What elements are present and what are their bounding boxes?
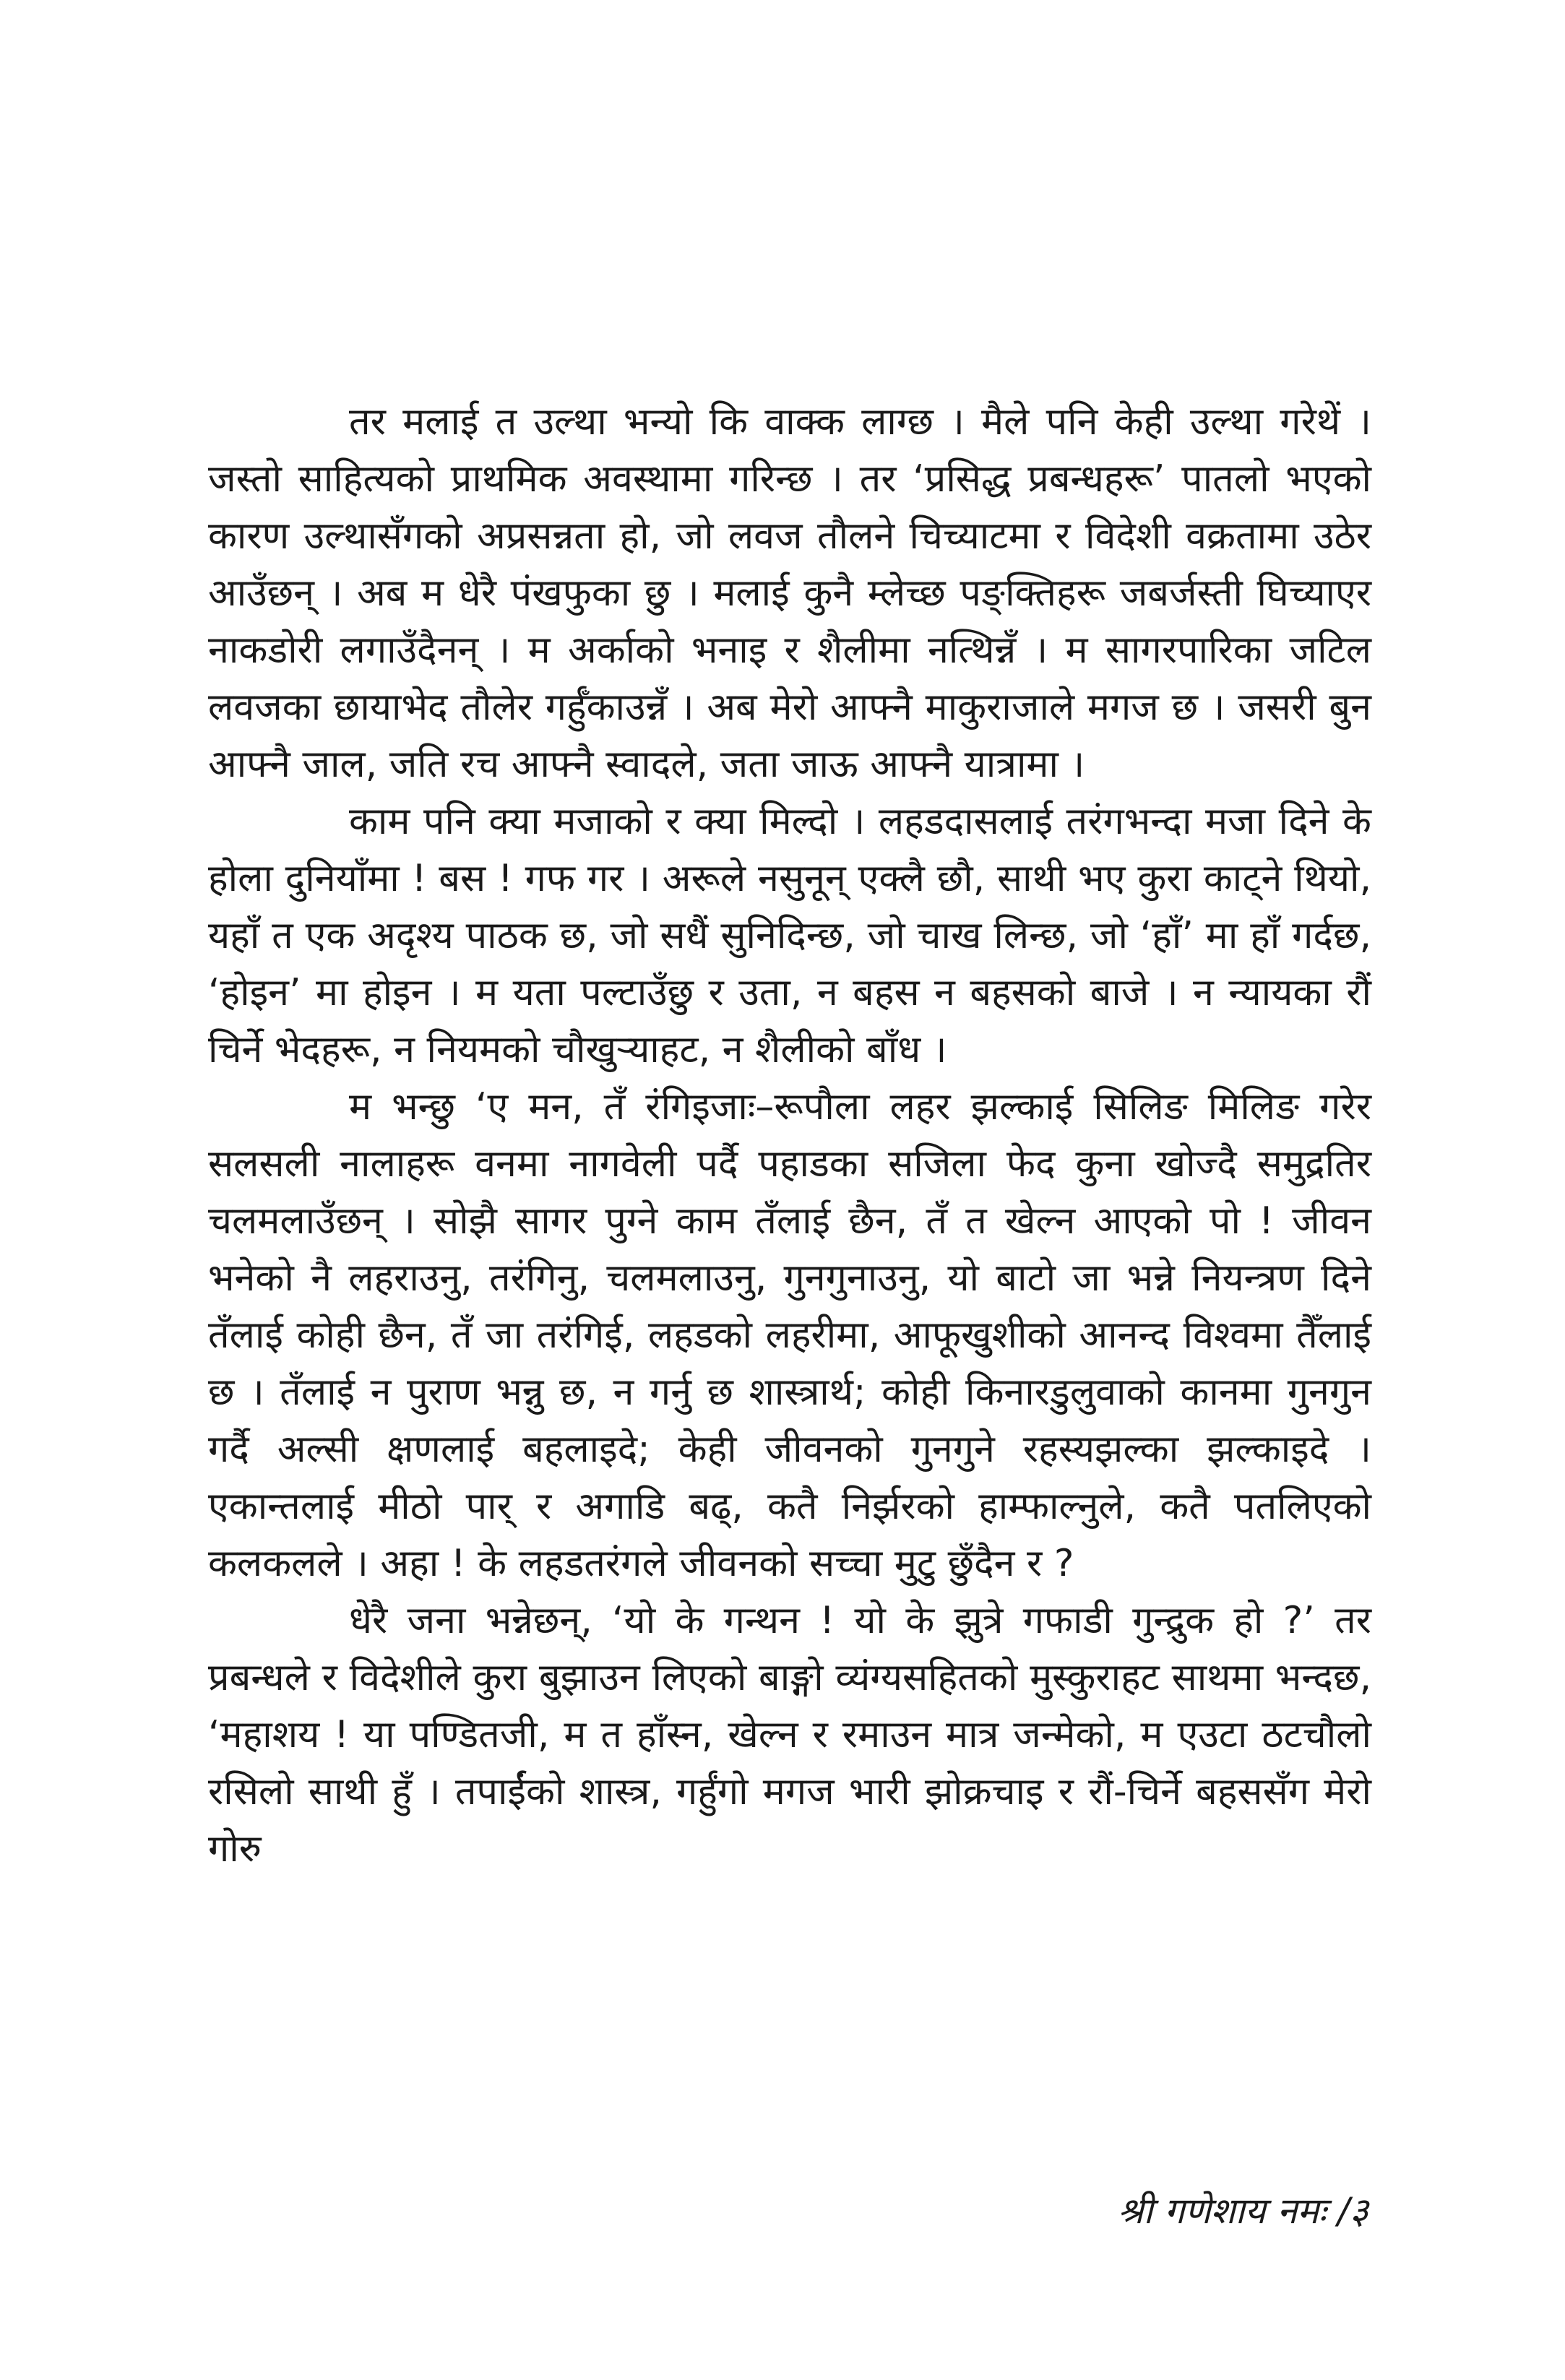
paragraph-3: म भन्छु ‘ए मन, तँ रंगिइजाः–रूपौला लहर झल्काई सिलिङ मिलिङ गरेर सलसली नालाहरू वनमा नागवेली पर्दै पहाडका सजिला फेद कुना खोज्दै समुद्रतिर चलमलाउँछन् । सोझै सागर पुग्ने काम तँलाई छैन, तँ त खेल्न आएको पो ! जीवन भनेको नै लहराउनु, तरंगिनु, चलमलाउनु, गुनगुनाउनु, यो बाटो जा भन्ने नियन्त्रण दिने तँलाई कोही छैन, तँ जा तरंगिई, लहडको लहरीमा, आफूखुशीको आनन्द विश्वमा तैँलाई छ । तँलाई न पुराण भन्नु छ, न गर्नु छ शास्त्रार्थ; कोही किनारडुलुवाको कानमा गुनगुन गर्दै अल्सी क्षणलाई बहलाइदे; केही जीवनको गुनगुने रहस्यझल्का झल्काइदे । एकान्तलाई मीठो पार् र अगाडि बढ्, कतै निर्झरको हाम्फाल्नुले, कतै पतलिएको कलकलले । अहा ! के लहडतरंगले जीवनको सच्चा मुटु छुँदैन र ? (208, 1085, 1371, 1585)
paragraph-1: तर मलाई त उल्था भन्यो कि वाक्क लाग्छ । मैले पनि केही उल्था गरेथें । जस्तो साहित्यको प्राथमिक अवस्थामा गरिन्छ । तर ‘प्रसिद्ध प्रबन्धहरू’ पातलो भएको कारण उल्थासँगको अप्रसन्नता हो, जो लवज तौलने चिच्याटमा र विदेशी वक्रतामा उठेर आउँछन् । अब म धेरै पंखफुका छु । मलाई कुनै म्लेच्छ पङ्क्तिहरू जबर्जस्ती घिच्याएर नाकडोरी लगाउँदैनन् । म अर्काको भनाइ र शैलीमा नत्थिन्नँ । म सागरपारिका जटिल लवजका छायाभेद तौलेर गर्हुँकाउन्नँ । अब मेरो आफ्नै माकुराजाले मगज छ । जसरी बुन आफ्नै जाल, जति रच आफ्नै स्वादले, जता जाऊ आफ्नै यात्रामा । (208, 400, 1371, 786)
body-text (208, 394, 1371, 1878)
paragraph-2: काम पनि क्या मजाको र क्या मिल्दो । लहडदासलाई तरंगभन्दा मजा दिने के होला दुनियाँमा ! बस ! गफ गर । अरूले नसुनून् एक्लै छौ, साथी भए कुरा काट्ने थियो, यहाँ त एक अदृश्य पाठक छ, जो सधैं सुनिदिन्छ, जो चाख लिन्छ, जो ‘हाँ’ मा हाँ गर्दछ, ‘होइन’ मा होइन । म यता पल्टाउँछु र उता, न बहस न बहसको बाजे । न न्यायका रौं चिर्ने भेदहरू, न नियमको चौखुऱ्याहट, न शैलीको बाँध । (208, 800, 1371, 1072)
page-footer: श्री गणेशाय नमः /३ (1118, 2190, 1368, 2232)
paragraph-4: धेरै जना भन्नेछन्, ‘यो के गन्थन ! यो के झुत्रे गफाडी गुन्द्रुक हो ?’ तर प्रबन्धले र विदेशीले कुरा बुझाउन लिएको बाङ्गो व्यंग्यसहितको मुस्कुराहट साथमा भन्दछ, ‘महाशय ! या पण्डितजी, म त हाँस्न, खेल्न र रमाउन मात्र जन्मेको, म एउटा ठटचौलो रसिलो साथी हुँ । तपाईंको शास्त्र, गर्हुंगो मगज भारी झोक्रचाइ र रौं-चिर्ने बहससँग मेरो गोरु (208, 1599, 1371, 1871)
